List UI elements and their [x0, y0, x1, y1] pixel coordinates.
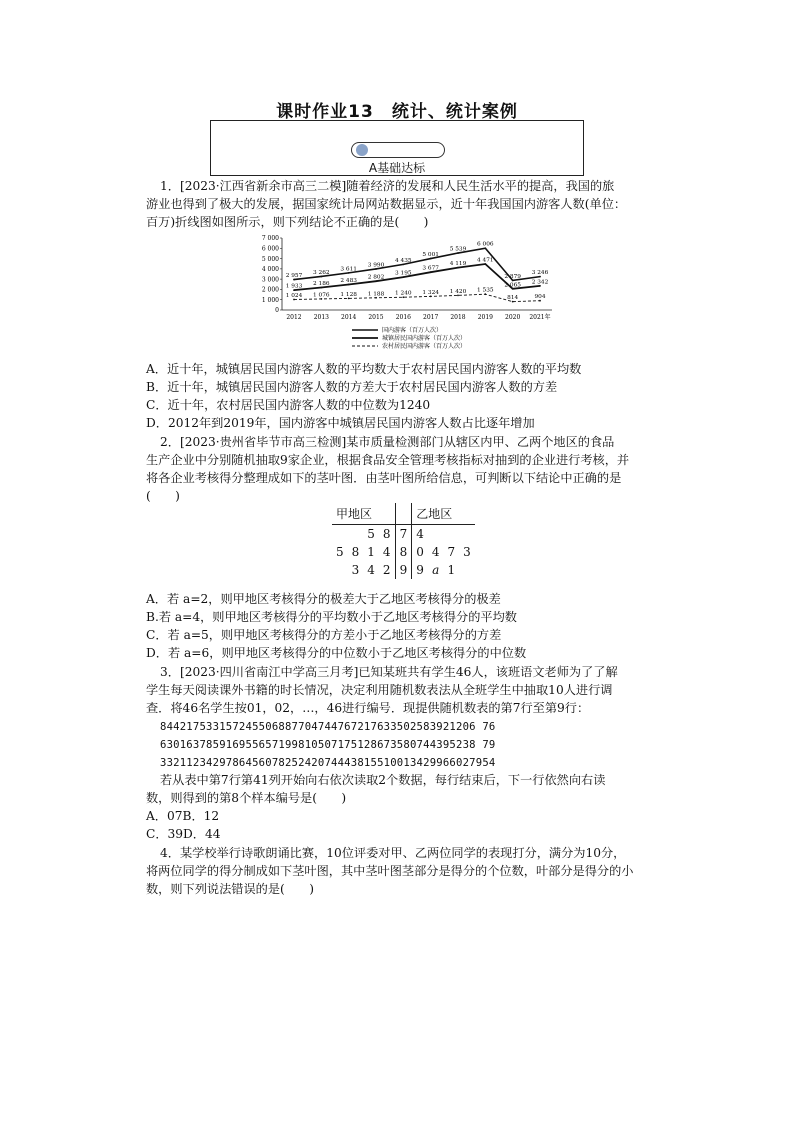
y-tick-label: 1 000	[261, 296, 279, 304]
q2-line-3: 将各企业考核得分整理成如下的茎叶图．由茎叶图所给信息，可判断以下结论中正确的是	[146, 471, 622, 485]
q1-option-b: B．近十年，城镇居民国内游客人数的方差大于农村居民国内游客人数的方差	[146, 380, 558, 394]
data-label: 1 240	[395, 290, 412, 297]
data-label: 1 535	[477, 287, 494, 294]
data-label: 3 262	[313, 269, 330, 276]
stem-row: 3 4 2 9 9 a 1	[351, 563, 456, 577]
x-tick-label: 2021年	[529, 314, 551, 321]
random-table-row-9: 332112342978645607825242074443815510013429966027954	[160, 757, 496, 769]
data-label: 2 186	[313, 281, 330, 288]
data-label: 904	[534, 294, 546, 301]
data-label: 3 990	[367, 262, 385, 269]
q2-line-4: ( )	[146, 489, 180, 503]
data-label: 2 065	[504, 282, 521, 289]
x-tick-label: 2015	[368, 314, 384, 321]
data-label: 3 677	[422, 265, 439, 272]
q3-after-1: 若从表中第7行第41列开始向右依次读取2个数据，每行结束后，下一行依然向右读	[160, 773, 606, 787]
q4-line-2: 将两位同学的得分制成如下茎叶图，其中茎叶图茎部分是得分的个位数，叶部分是得分的小	[146, 864, 634, 878]
stem-value: 8	[395, 543, 412, 561]
data-label: 2 957	[285, 273, 303, 280]
y-tick-label: 7 000	[261, 235, 279, 243]
q2-line-2: 生产企业中分别随机抽取9家企业，根据食品安全管理考核指标对抽到的企业进行考核，并	[146, 453, 630, 467]
x-tick-label: 2019	[477, 314, 493, 321]
data-label: 3 246	[531, 270, 549, 277]
stem-row: 5 8 7 4	[332, 525, 475, 544]
x-tick-label: 2017	[423, 314, 439, 321]
data-label: 4 435	[395, 257, 412, 264]
data-label: 1 128	[340, 291, 357, 298]
y-tick-label: 6 000	[261, 245, 279, 253]
q2-line-1: 2．[2023·贵州省毕节市高三检测]某市质量检测部门从辖区内甲、乙两个地区的食品	[160, 435, 615, 449]
q2-option-a: A．若 a=2，则甲地区考核得分的极差大于乙地区考核得分的极差	[146, 592, 501, 606]
data-label: 6 006	[477, 241, 494, 248]
x-tick-label: 2013	[313, 314, 329, 321]
legend-label: 国内游客（百万人次）	[382, 327, 443, 334]
data-label: 2 342	[531, 279, 549, 286]
stem-value: 7	[395, 525, 412, 544]
y-tick-label: 4 000	[261, 266, 279, 274]
q1-line-3: 百万)折线图如图所示，则下列结论不正确的是( )	[146, 215, 429, 229]
data-label: 1 076	[313, 292, 330, 299]
q1-option-a: A．近十年，城镇居民国内游客人数的平均数大于农村居民国内游客人数的平均数	[146, 362, 582, 376]
y-tick-label: 3 000	[261, 276, 279, 284]
q3-line-1: 3．[2023·四川省南江中学高三月考]已知某班共有学生46人，该班语文老师为了了解	[160, 665, 618, 679]
stem-row: 5 8 1 4 8 0 4 7 3	[336, 545, 471, 559]
random-table-row-8: 630163785916955657199810507175128673580744395238 79	[160, 739, 496, 751]
y-tick-label: 2 000	[261, 286, 279, 294]
section-banner	[210, 120, 584, 176]
q2-option-c: C．若 a=5，则甲地区考核得分的方差小于乙地区考核得分的方差	[146, 628, 502, 642]
y-tick-label: 5 000	[261, 255, 279, 263]
data-label: 1 420	[449, 288, 467, 295]
x-tick-label: 2014	[341, 314, 357, 321]
stem-value: 9	[395, 561, 412, 579]
q1-line-1: 1．[2023·江西省新余市高三二模]随着经济的发展和人民生活水平的提高，我国的旅	[160, 179, 615, 193]
page-title: 课时作业13 统计、统计案例	[276, 102, 518, 122]
ribbon-badge-icon	[356, 144, 368, 156]
data-label: 5 539	[449, 246, 467, 253]
banner-label: A基础达标	[368, 161, 426, 175]
y-tick-label: 0	[275, 307, 279, 315]
legend-label: 城镇居民国内游客（百万人次）	[382, 335, 467, 342]
stem-right-header: 乙地区	[412, 503, 475, 525]
q4-line-1: 4．某学校举行诗歌朗诵比赛，10位评委对甲、乙两位同学的表现打分，满分为10分，	[160, 846, 626, 860]
q2-option-d: D．若 a=6，则甲地区考核得分的中位数小于乙地区考核得分的中位数	[146, 646, 527, 660]
legend-label: 农村居民国内游客（百万人次）	[382, 343, 467, 350]
data-label: 4 119	[449, 261, 467, 268]
q2-option-b: B.若 a=4，则甲地区考核得分的平均数小于乙地区考核得分的平均数	[146, 610, 517, 624]
x-tick-label: 2016	[395, 314, 411, 321]
tourist-line-chart	[252, 232, 562, 362]
data-label: 5 001	[422, 252, 439, 259]
q3-after-2: 数，则得到的第8个样本编号是( )	[146, 791, 347, 805]
q3-option-ab: A．07B．12	[146, 809, 220, 823]
q3-option-cd: C．39D．44	[146, 827, 221, 841]
x-tick-label: 2020	[505, 314, 521, 321]
q1-option-d: D．2012年到2019年，国内游客中城镇居民国内游客人数占比逐年增加	[146, 416, 535, 430]
data-label: 1 188	[367, 291, 385, 298]
q3-line-3: 查．将46名学生按01，02，…，46进行编号．现提供随机数表的第7行至第9行：	[146, 701, 590, 715]
data-label: 1 324	[422, 289, 439, 296]
data-label: 3 611	[340, 266, 357, 273]
stem-leaf-plot	[332, 503, 475, 579]
data-label: 4 471	[477, 257, 494, 264]
random-table-row-7: 844217533157245506887704744767217633502583921206 76	[160, 721, 496, 733]
data-label: 3 195	[395, 270, 412, 277]
data-label: 2 802	[367, 274, 385, 281]
q3-line-2: 学生每天阅读课外书籍的时长情况，决定利用随机数表法从全班学生中抽取10人进行调	[146, 683, 613, 697]
data-label: 814	[507, 295, 519, 302]
stem-left-header: 甲地区	[332, 503, 395, 525]
q4-line-3: 数，则下列说法错误的是( )	[146, 882, 314, 896]
data-label: 2 483	[340, 277, 357, 284]
x-tick-label: 2018	[450, 314, 466, 321]
q1-line-2: 游业也得到了极大的发展，据国家统计局网站数据显示，近十年我国国内游客人数(单位：	[146, 197, 627, 211]
banner-ribbon	[351, 142, 445, 158]
q1-option-c: C．近十年，农村居民国内游客人数的中位数为1240	[146, 398, 431, 412]
data-label: 1 024	[285, 292, 303, 299]
x-tick-label: 2012	[286, 314, 302, 321]
data-label: 1 933	[285, 283, 303, 290]
data-label: 2 879	[504, 273, 521, 280]
